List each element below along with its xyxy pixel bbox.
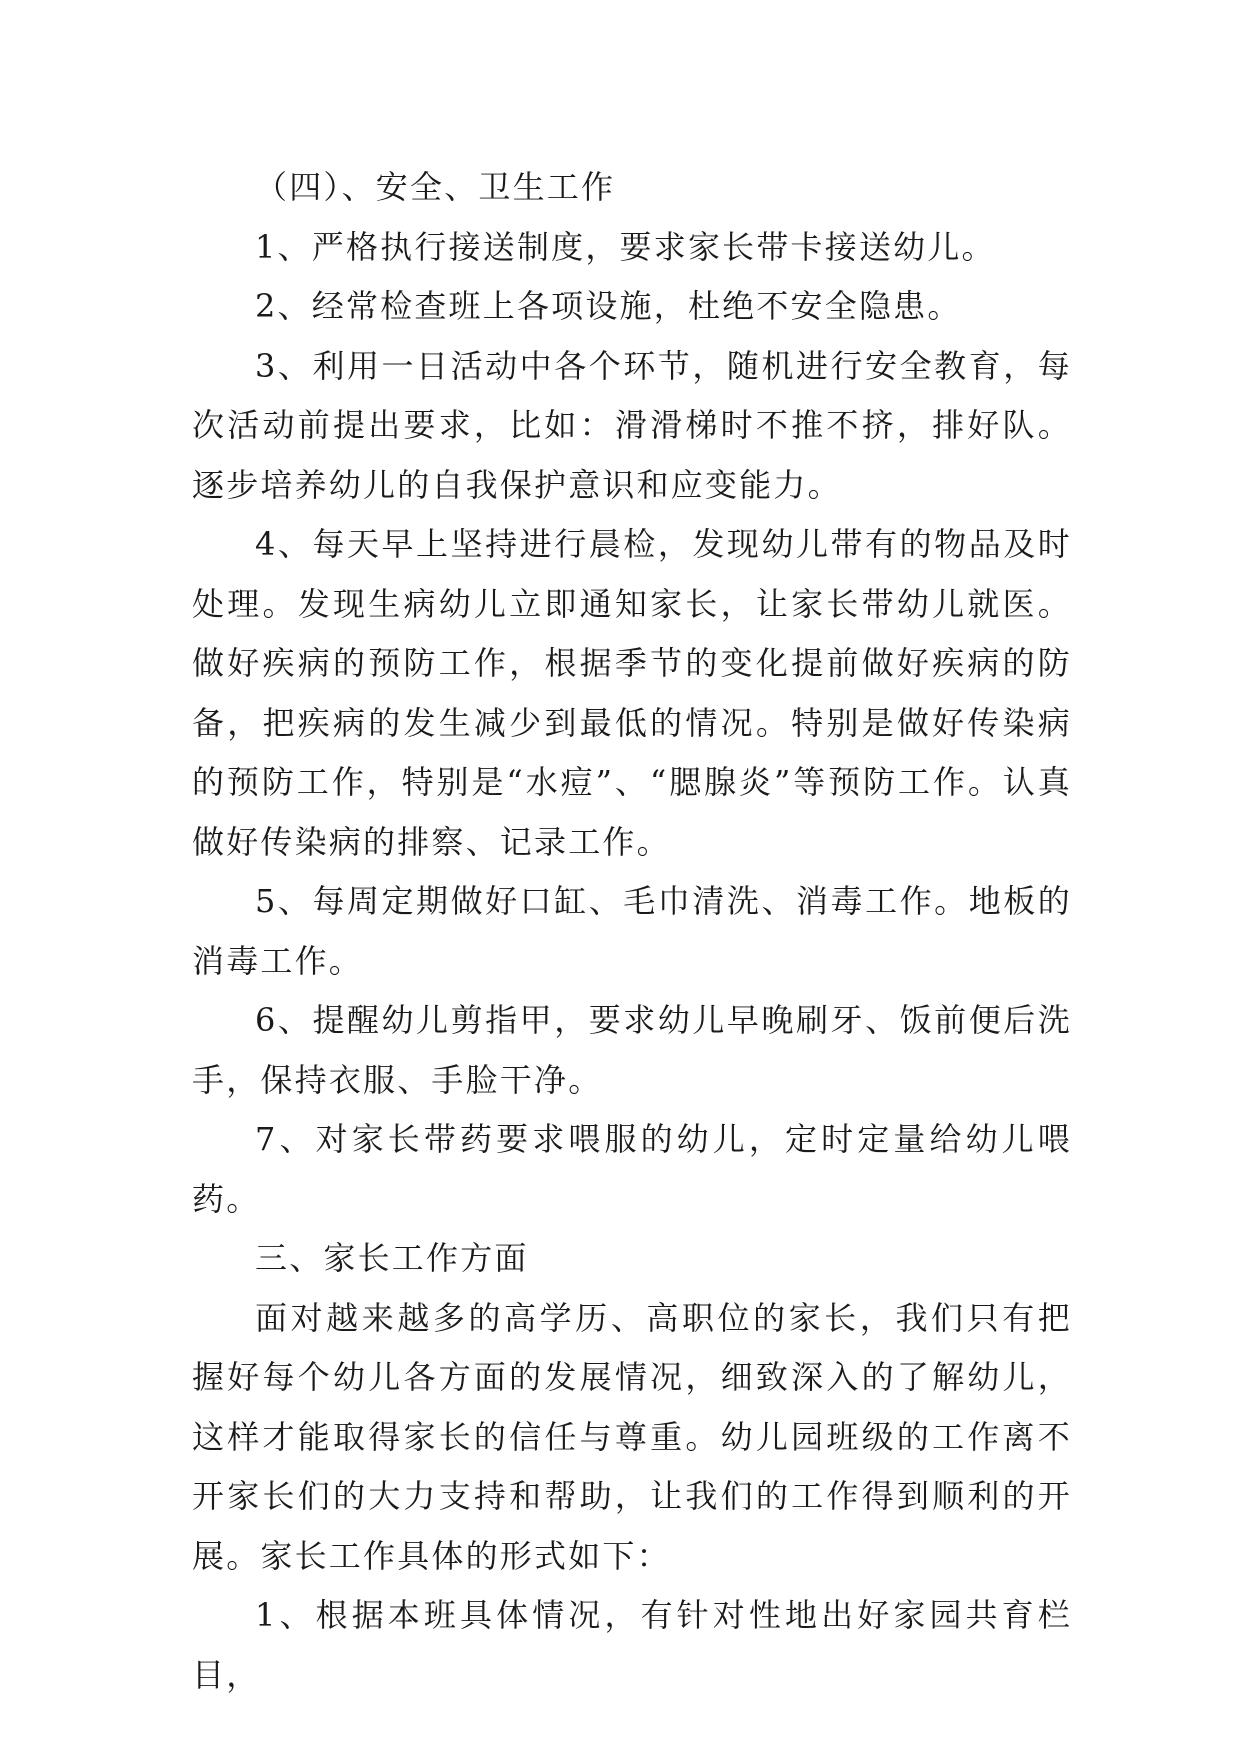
list-item-2: 2、经常检查班上各项设施，杜绝不安全隐患。 xyxy=(255,287,962,325)
list-item-4: 4、每天早上坚持进行晨检，发现幼儿带有的物品及时处理。发现生病幼儿立即通知家长，让家长带幼儿就医。做好疾病的预防工作，根据季节的变化提前做好疾病的防备，把疾病的发生减少到最低的情况。特别是做好传染病的预防工作，特别是“水痘”、“腮腺炎”等预防工作。认真做好传染病的排察、记录工作。 xyxy=(192,525,1072,861)
list-item-7: 7、对家长带药要求喂服的幼儿，定时定量给幼儿喂药。 xyxy=(192,1120,1072,1218)
list-item-6: 6、提醒幼儿剪指甲，要求幼儿早晚刷牙、饭前便后洗手，保持衣服、手脸干净。 xyxy=(192,1001,1072,1099)
section-heading-safety-hygiene: （四）、安全、卫生工作 xyxy=(255,168,616,206)
list-item-3: 3、利用一日活动中各个环节，随机进行安全教育，每次活动前提出要求，比如：滑滑梯时不推不挤，排好队。逐步培养幼儿的自我保护意识和应变能力。 xyxy=(192,346,1072,504)
section-heading-parent-work: 三、家长工作方面 xyxy=(255,1239,529,1277)
document-page xyxy=(192,158,1072,1705)
list-item-5: 5、每周定期做好口缸、毛巾清洗、消毒工作。地板的消毒工作。 xyxy=(192,882,1072,980)
list-item-1: 1、严格执行接送制度，要求家长带卡接送幼儿。 xyxy=(255,227,996,266)
body-paragraph: 面对越来越多的高学历、高职位的家长，我们只有把握好每个幼儿各方面的发展情况，细致深入的了解幼儿，这样才能取得家长的信任与尊重。幼儿园班级的工作离不开家长们的大力支持和帮助，让我们的工作得到顺利的开展。家长工作具体的形式如下： xyxy=(192,1298,1072,1575)
parent-work-item-1: 1、根据本班具体情况，有针对性地出好家园共育栏目， xyxy=(192,1596,1072,1694)
